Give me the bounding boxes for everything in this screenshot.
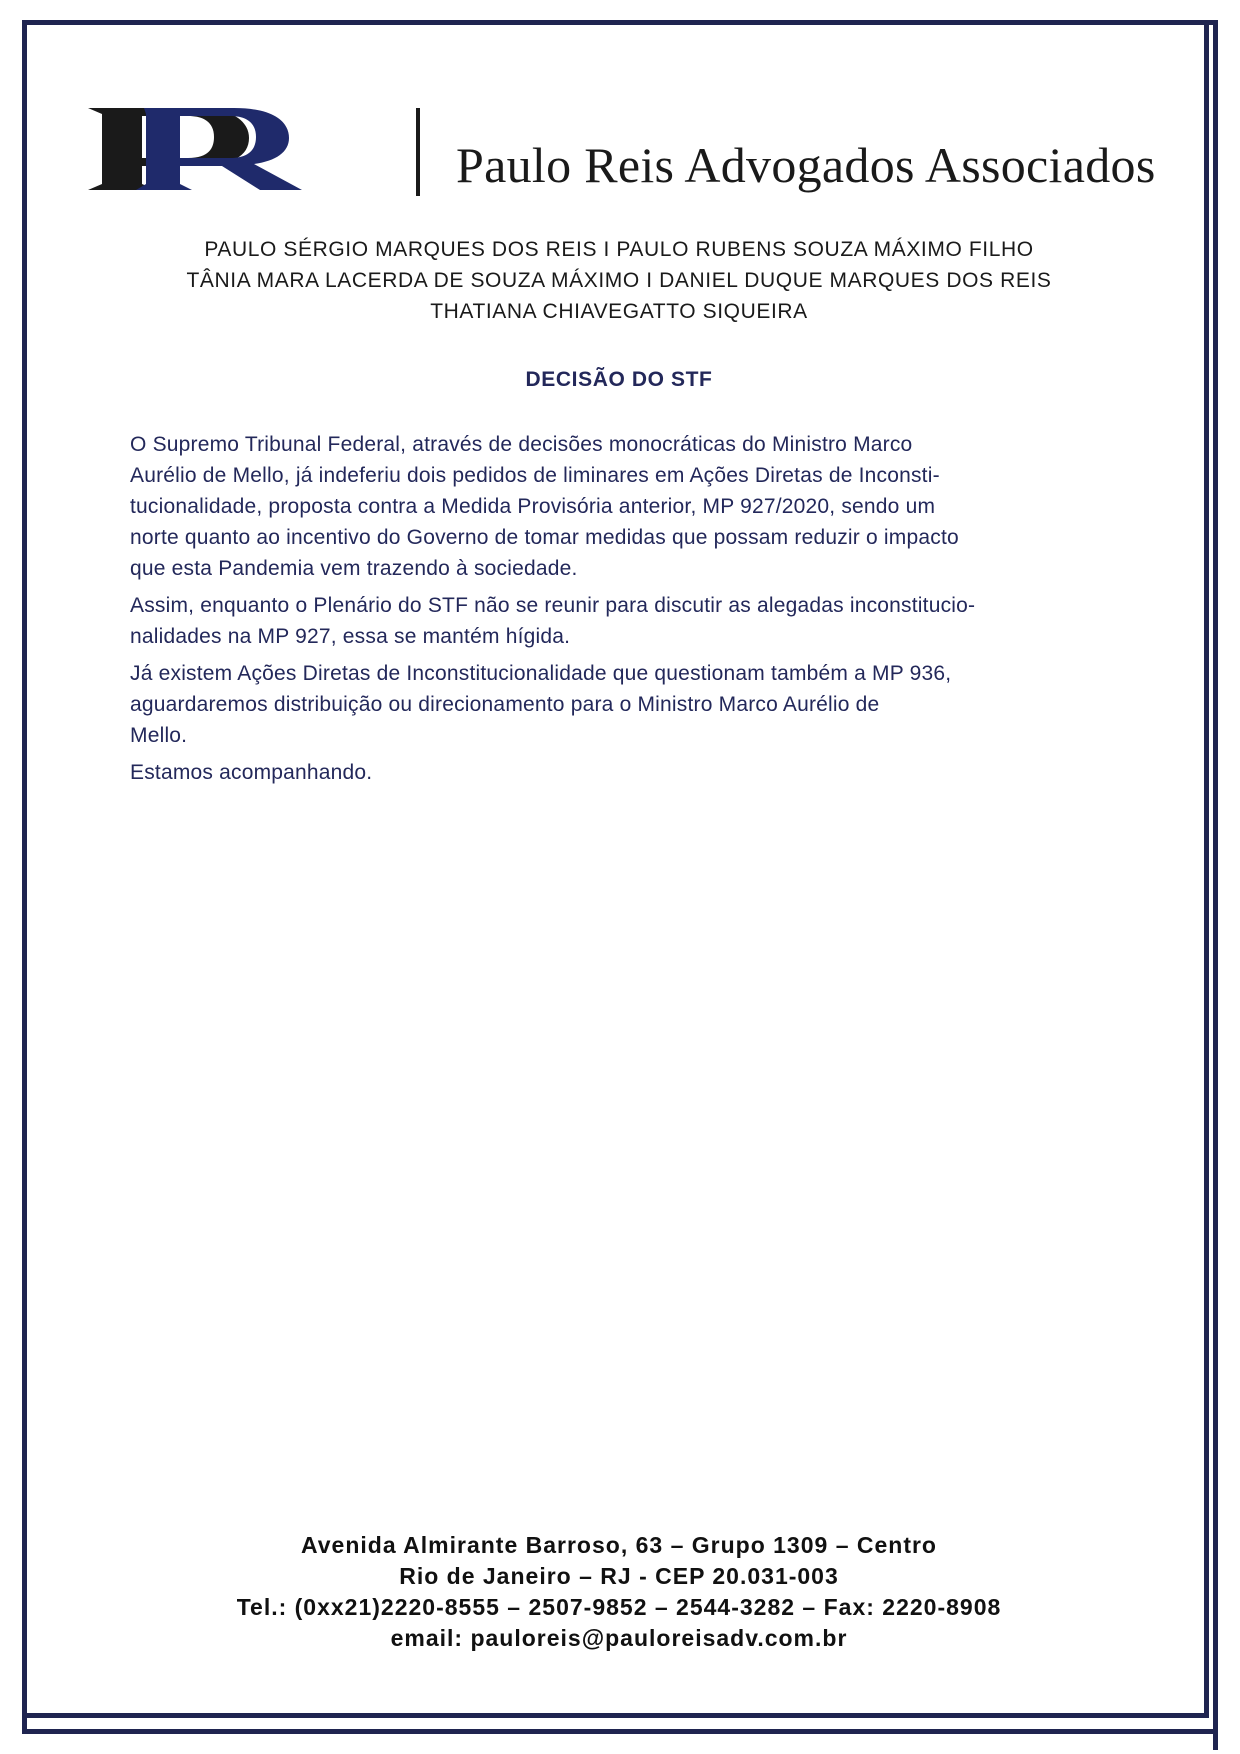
footer-phones: Tel.: (0xx21)2220-8555 – 2507-9852 – 2544-3282 – Fax: 2220-8908 <box>236 1594 1002 1620</box>
partners-line: PAULO SÉRGIO MARQUES DOS REIS I PAULO RUBENS SOUZA MÁXIMO FILHO <box>204 238 1034 261</box>
paragraph <box>130 658 1120 751</box>
footer-city: Rio de Janeiro – RJ - CEP 20.031-003 <box>399 1563 839 1589</box>
partners-line: TÂNIA MARA LACERDA DE SOUZA MÁXIMO I DANIEL DUQUE MARQUES DOS REIS <box>186 269 1052 292</box>
page-border-shadow-bottom <box>37 1729 1218 1734</box>
paragraph-line: norte quanto ao incentivo do Governo de tomar medidas que possam reduzir o impacto <box>130 526 959 549</box>
paragraph-line: Mello. <box>130 724 188 747</box>
paragraph-line: Já existem Ações Diretas de Inconstitucionalidade que questionam também a MP 936, <box>130 662 952 685</box>
document-body <box>130 429 1120 794</box>
footer-contact <box>84 1530 1154 1654</box>
paragraph-line: Assim, enquanto o Plenário do STF não se reunir para discutir as alegadas inconstitucio- <box>130 594 976 617</box>
footer-address: Avenida Almirante Barroso, 63 – Grupo 1309 – Centro <box>301 1532 937 1558</box>
paragraph <box>130 757 1120 788</box>
paragraph-line: aguardaremos distribuição ou direcionamento para o Ministro Marco Aurélio de <box>130 693 880 716</box>
footer-email: email: pauloreis@pauloreisadv.com.br <box>390 1625 848 1651</box>
paragraph-line: nalidades na MP 927, essa se mantém hígida. <box>130 625 571 648</box>
paragraph-line: Estamos acompanhando. <box>130 761 373 784</box>
paragraph <box>130 590 1120 652</box>
paragraph-line: que esta Pandemia vem trazendo à sociedade. <box>130 557 578 580</box>
paragraph <box>130 429 1120 584</box>
document-title: DECISÃO DO STF <box>525 368 713 391</box>
paragraph-line: Aurélio de Mello, já indeferiu dois pedidos de liminares em Ações Diretas de Inconsti- <box>130 464 940 487</box>
letterhead <box>84 104 1164 204</box>
page-border-shadow-right <box>1213 35 1218 1750</box>
firm-name: Paulo Reis Advogados Associados <box>456 137 1156 193</box>
partners-list <box>84 234 1154 327</box>
logo-divider <box>416 108 420 196</box>
partners-line: THATIANA CHIAVEGATTO SIQUEIRA <box>430 300 808 323</box>
paragraph-line: tucionalidade, proposta contra a Medida Provisória anterior, MP 927/2020, sendo um <box>130 495 936 518</box>
paragraph-line: O Supremo Tribunal Federal, através de decisões monocráticas do Ministro Marco <box>130 433 913 456</box>
firm-logo <box>84 104 304 194</box>
